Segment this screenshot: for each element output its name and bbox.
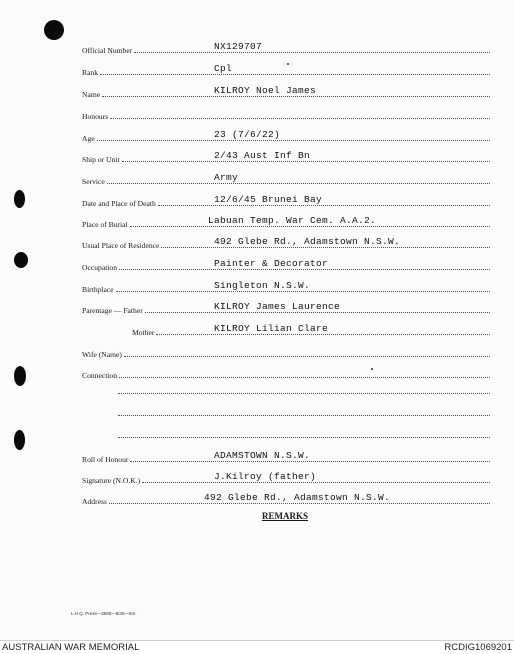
field-label: Honours: [82, 112, 109, 122]
field-value: 12/6/45 Brunei Bay: [214, 194, 323, 205]
punch-hole-middle-left: [14, 252, 28, 268]
field-place-of-burial: [82, 215, 490, 229]
field-value: 492 Glebe Rd., Adamstown N.S.W.: [204, 492, 391, 503]
field-value: 492 Glebe Rd., Adamstown N.S.W.: [214, 236, 401, 247]
field-label: Name: [82, 90, 101, 100]
dotted-line: [130, 460, 490, 462]
punch-hole-upper-left: [14, 190, 25, 208]
field-label: Official Number: [82, 46, 133, 56]
field-label: Age: [82, 134, 95, 144]
field-value: ADAMSTOWN N.S.W.: [214, 450, 311, 461]
field-label: Roll of Honour: [82, 455, 129, 465]
dotted-line: [100, 73, 490, 75]
field-label: Ship or Unit: [82, 155, 120, 165]
field-value: 23 (7/6/22): [214, 129, 281, 140]
field-occupation: [82, 258, 490, 272]
field-label: Rank: [82, 68, 99, 78]
dotted-line: [107, 182, 490, 184]
field-value: KILROY Noel James: [214, 85, 317, 96]
field-wife: [82, 345, 490, 359]
dotted-line: [134, 51, 490, 53]
field-value: Painter & Decorator: [214, 258, 329, 269]
field-value: Singleton N.S.W.: [214, 280, 311, 291]
field-label: Date and Place of Death: [82, 199, 156, 209]
field-official-number: [82, 41, 490, 55]
field-label: Wife (Name): [82, 350, 122, 360]
dotted-line: [124, 355, 490, 357]
field-label: Address: [82, 497, 107, 507]
field-roll-of-honour: [82, 450, 490, 464]
remarks-heading: REMARKS: [262, 511, 309, 521]
connection-continuation-line: [118, 392, 490, 394]
field-value: 2/43 Aust Inf Bn: [214, 150, 311, 161]
printer-footnote: L.H.Q. Press—3585—8/45—5m.: [71, 611, 137, 616]
dotted-line: [119, 376, 490, 378]
field-label: Connection: [82, 371, 118, 381]
field-value: Labuan Temp. War Cem. A.A.2.: [208, 215, 377, 226]
archive-footer-bar: [0, 640, 514, 654]
field-label: Parentage — Father: [82, 306, 143, 316]
field-ship-or-unit: [82, 150, 490, 164]
field-date-place-of-death: [82, 194, 490, 208]
field-label: Place of Burial: [82, 220, 128, 230]
field-signature-nok: [82, 471, 490, 485]
dotted-line: [158, 204, 490, 206]
field-name: [82, 85, 490, 99]
field-value: NX129707: [214, 41, 263, 52]
field-connection: [82, 366, 490, 380]
archive-name: AUSTRALIAN WAR MEMORIAL: [2, 642, 140, 653]
field-birthplace: [82, 280, 490, 294]
field-parentage-mother: [82, 323, 490, 337]
field-value: KILROY Lilian Clare: [214, 323, 329, 334]
field-label: Usual Place of Residence: [82, 241, 160, 251]
field-rank: [82, 63, 490, 77]
field-label: Occupation: [82, 263, 118, 273]
field-label: Birthplace: [82, 285, 114, 295]
connection-continuation-line: [118, 436, 490, 438]
field-parentage-father: [82, 301, 490, 315]
field-address: [82, 492, 490, 506]
field-honours: [82, 107, 490, 121]
dotted-line: [110, 117, 490, 119]
field-usual-place-of-residence: [82, 236, 490, 250]
field-value: Cpl: [214, 63, 233, 74]
punch-hole-bottom-left: [14, 430, 25, 450]
punch-hole-top: [44, 20, 64, 40]
punch-hole-lower-left: [14, 366, 26, 386]
connection-continuation-line: [118, 414, 490, 416]
field-value: J.Kilroy (father): [214, 471, 317, 482]
field-label: Signature (N.O.K.): [82, 476, 141, 486]
field-service: [82, 172, 490, 186]
record-id: RCDIG1069201: [444, 642, 512, 653]
field-label: Service: [82, 177, 105, 187]
field-value: KILROY James Laurence: [214, 301, 341, 312]
dotted-line: [97, 139, 490, 141]
field-value: Army: [214, 172, 239, 183]
field-age: [82, 129, 490, 143]
dotted-line: [142, 481, 490, 483]
field-label: Mother: [132, 328, 155, 338]
